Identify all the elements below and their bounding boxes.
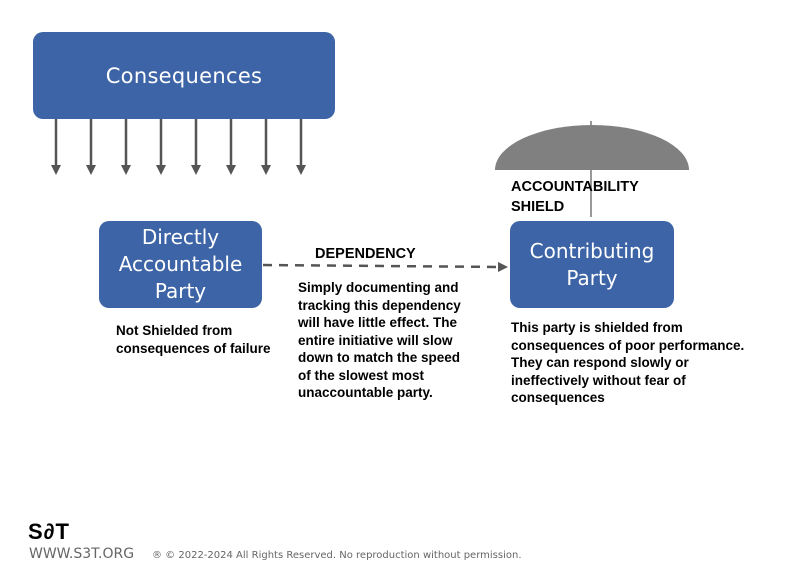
consequences-box [33,32,335,119]
s3t-logo: S∂T [28,519,70,544]
dependency-label: DEPENDENCY [315,246,416,262]
consequences-label: Consequences [105,63,263,88]
note-dependency: Simply documenting and tracking this dependency will have little effect. The entire initiative will slow down to match the speed of the slowest most unaccountable party. [298,280,461,400]
directly-accountable-label: Directly Accountable Party [118,225,243,303]
accountability-shield-label: ACCOUNTABILITY SHIELD [511,179,639,215]
directly-accountable-party-box [99,221,262,308]
contributing-party-box [510,221,674,308]
consequence-arrows [56,119,301,170]
dependency-arrow [263,265,503,267]
footer-copyright: ® © 2022-2024 All Rights Reserved. No reproduction without permission. [152,550,522,561]
note-contributing-party: This party is shielded from consequences of poor performance. They can respond slowly or ineffectively without fear of consequences [511,320,745,405]
contributing-party-label: Contributing Party [529,238,655,290]
note-directly-accountable: Not Shielded from consequences of failure [116,323,271,356]
footer-url[interactable]: WWW.S3T.ORG [29,546,135,562]
shield-dome [495,125,689,170]
